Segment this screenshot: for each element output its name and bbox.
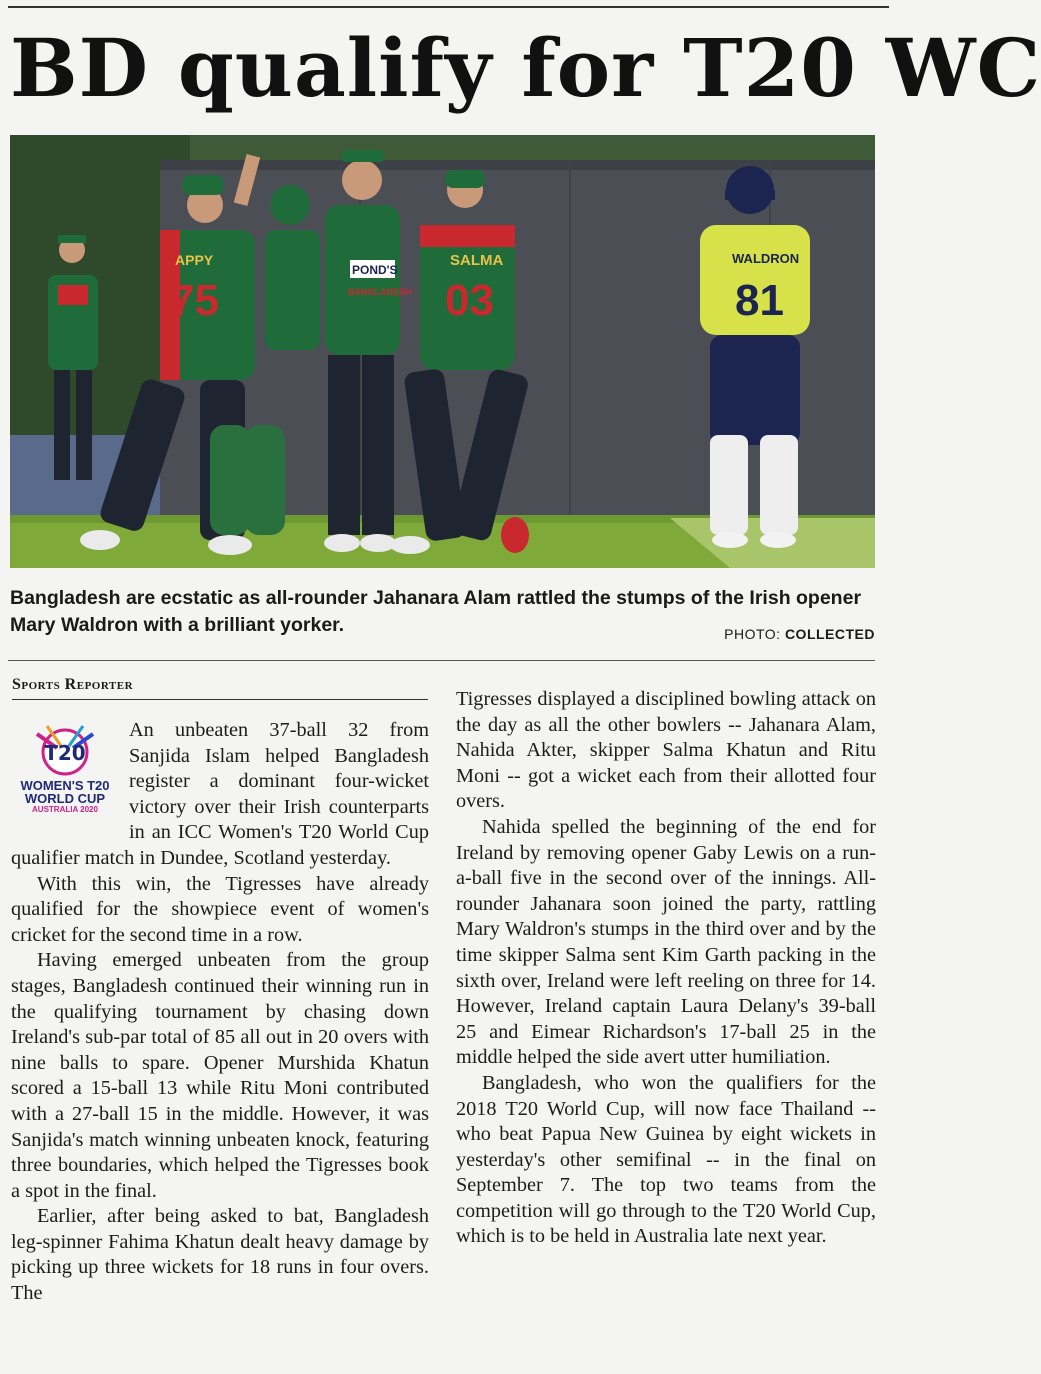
sponsor-sub: BANGLADESH [348,287,412,297]
logo-line-3: AUSTRALIA 2020 [32,805,98,814]
headline: BD qualify for T20 WC [10,21,1041,115]
photo-caption: Bangladesh are ecstatic as all-rounder Jahanara Alam rattled the stumps of the Irish opener Mary Waldron with a brilliant yorker. [10,587,862,636]
jersey-75-number: 75 [170,276,219,325]
col1-paragraph-4: Earlier, after being asked to bat, Bangladesh leg-spinner Fahima Khatun dealt heavy damage by picking up three wickets for 18 runs in four overs. The [11,1205,429,1305]
t20-world-cup-logo [9,722,121,826]
jersey-03-number: 03 [445,276,494,325]
jersey-81-name: WALDRON [732,251,800,266]
photo-credit-value: COLLECTED [784,626,875,642]
col2-paragraph-2: Nahida spelled the beginning of the end for Ireland by removing opener Gaby Lewis on a run-a-ball five in the second over of the innings. All-rounder Jahanara soon joined the party, rattling Mary Waldron's stumps in the third over and by the time skipper Salma sent Kim Garth packing in the sixth over, Ireland were left reeling on three for 14. However, Ireland captain Laura Delany's 39-ball 25 and Eimear Richardson's 17-ball 25 in the middle helped the side avert utter humiliation. [456,815,876,1069]
article-photo [10,135,875,568]
col2-paragraph-1: Tigresses displayed a disciplined bowling attack on the day as all the other bowlers -- Jahanara Alam, Nahida Akter, skipper Salma Khatun and Ritu Moni -- got a wicket each from their allotted four overs. [456,688,876,813]
logo-line-1: WOMEN'S T20 [20,778,110,793]
top-rule [8,6,889,8]
logo-brand: T20 [44,741,86,765]
caption-separator [8,660,875,661]
photo-credit-label: PHOTO: [724,626,785,642]
sponsor-logo: POND'S [352,263,398,277]
article-column-2 [456,687,876,1250]
t20-logo-icon [27,722,103,778]
photo-credit [724,626,875,642]
jersey-03-name: SALMA [450,252,504,269]
jersey-81-number: 81 [735,276,784,325]
col2-paragraph-3: Bangladesh, who won the qualifiers for the 2018 T20 World Cup, will now face Thailand -- who beat Papua New Guinea by eight wickets in yesterday's other semifinal -- in the final on September 7. The top two teams from the competition will go through to the T20 World Cup, which is to be held in Australia late next year. [456,1071,876,1248]
article-column-1 [11,718,429,1307]
byline: Sports Reporter [12,676,428,700]
col1-paragraph-2: With this win, the Tigresses have already qualified for the showpiece event of women's cricket for the second time in a row. [11,872,429,946]
jersey-75-name: APPY [175,252,214,268]
col1-paragraph-3: Having emerged unbeaten from the group stages, Bangladesh continued their winning run in the qualifying tournament by chasing down Ireland's sub-par total of 85 all out in 20 overs with nine balls to spare. Opener Murshida Khatun scored a 15-ball 13 while Ritu Moni contributed with a 27-ball 15 in the middle. However, it was Sanjida's match winning unbeaten knock, featuring three boundaries, which helped the Tigresses book a spot in the final. [11,949,429,1202]
logo-line-2: WORLD CUP [24,791,106,806]
photo-illustration [10,135,875,568]
col1-paragraph-1: An unbeaten 37-ball 32 from Sanjida Islam helped Bangladesh register a dominant four-wicket victory over their Irish counterparts in an ICC Women's T20 World Cup qualifier match in Dundee, Scotland yesterday. [11,719,429,869]
